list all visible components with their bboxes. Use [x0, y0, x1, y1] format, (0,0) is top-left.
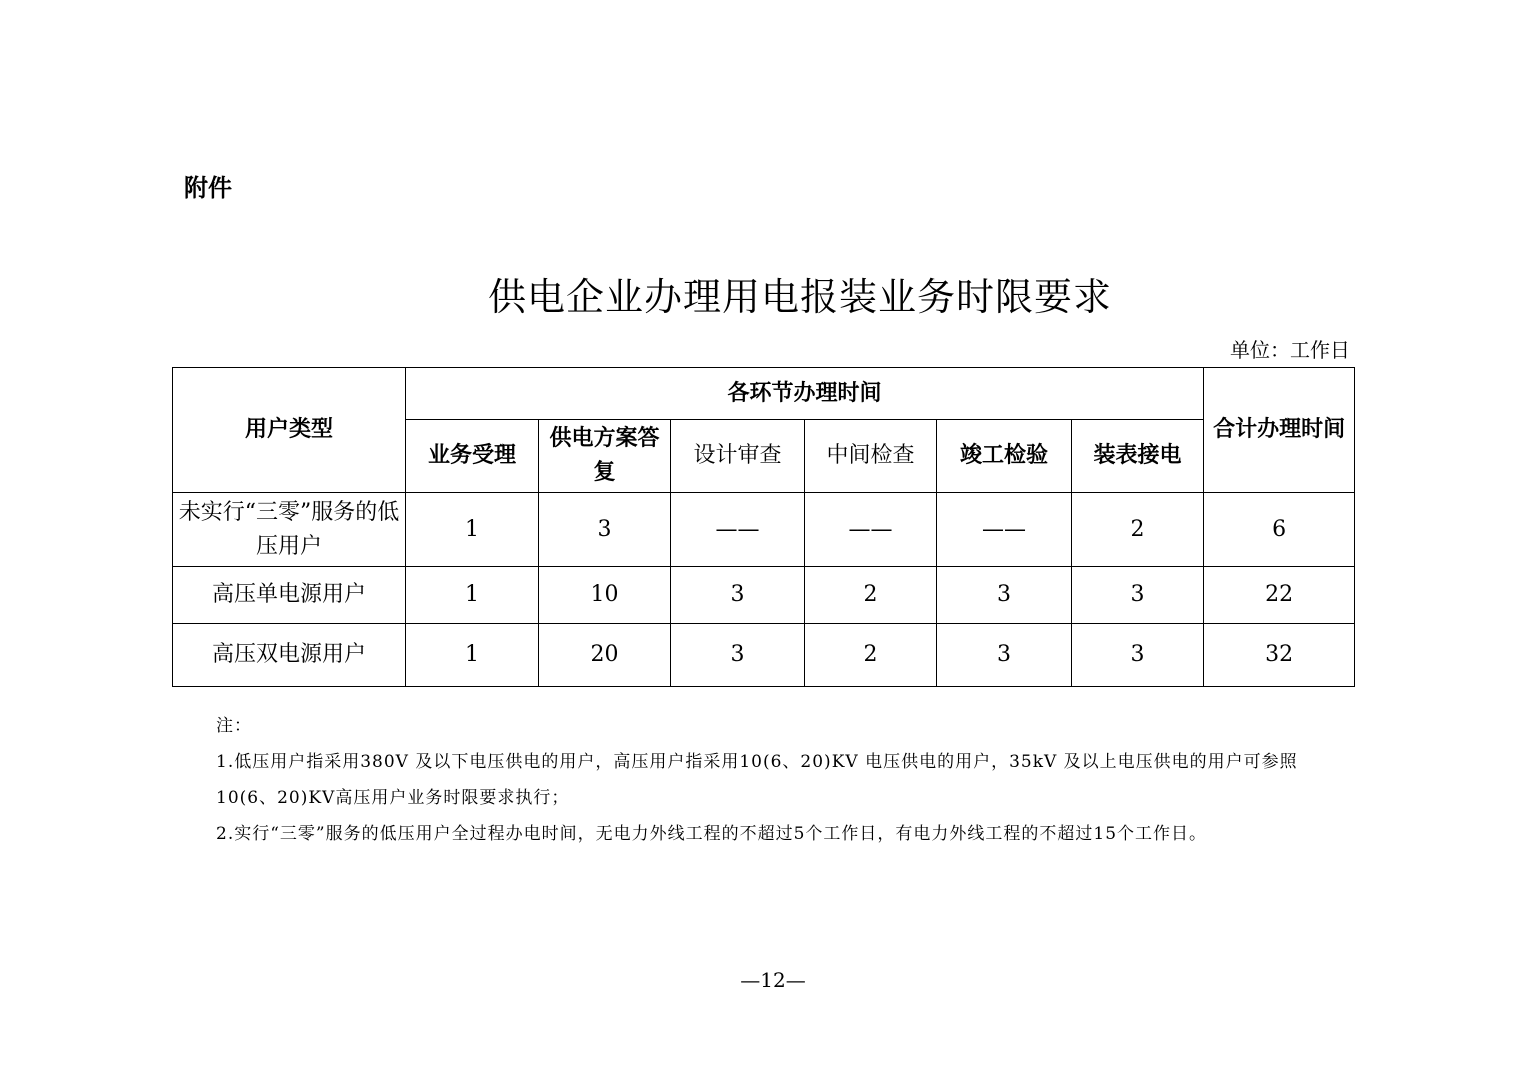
cell-acceptance: 1	[406, 493, 539, 567]
cell-completion-inspection: ——	[937, 493, 1072, 567]
cell-plan-reply: 10	[539, 567, 671, 624]
header-user-type: 用户类型	[173, 368, 406, 493]
unit-label: 单位：工作日	[1230, 338, 1350, 362]
cell-meter-connection: 3	[1072, 624, 1204, 687]
cell-mid-inspection: ——	[805, 493, 937, 567]
row-user-type: 高压单电源用户	[173, 567, 406, 624]
cell-plan-reply: 3	[539, 493, 671, 567]
cell-total: 6	[1204, 493, 1355, 567]
cell-acceptance: 1	[406, 624, 539, 687]
cell-total: 32	[1204, 624, 1355, 687]
cell-mid-inspection: 2	[805, 624, 937, 687]
page-number: —12—	[740, 968, 806, 992]
note-1: 1.低压用户指采用380V 及以下电压供电的用户，高压用户指采用10(6、20)KV 电压供电的用户，35kV 及以上电压供电的用户可参照10(6、20)KV高压用户业务时限要求执行；	[216, 752, 1298, 808]
cell-design-review: 3	[671, 567, 805, 624]
table-row	[173, 567, 1355, 624]
document-title: 供电企业办理用电报装业务时限要求	[487, 275, 1112, 319]
cell-acceptance: 1	[406, 567, 539, 624]
cell-design-review: 3	[671, 624, 805, 687]
header-completion-inspection: 竣工检验	[937, 420, 1072, 493]
notes-section	[182, 708, 1342, 852]
notes-heading: 注：	[216, 716, 252, 736]
header-mid-inspection: 中间检查	[805, 420, 937, 493]
note-2: 2.实行“三零”服务的低压用户全过程办电时间，无电力外线工程的不超过5个工作日，有电力外线工程的不超过15个工作日。	[216, 824, 1208, 844]
row-user-type: 未实行“三零”服务的低压用户	[173, 493, 406, 567]
table-row	[173, 493, 1355, 567]
cell-plan-reply: 20	[539, 624, 671, 687]
header-acceptance: 业务受理	[406, 420, 539, 493]
header-stage-group: 各环节办理时间	[406, 368, 1204, 420]
cell-total: 22	[1204, 567, 1355, 624]
cell-completion-inspection: 3	[937, 624, 1072, 687]
header-plan-reply: 供电方案答复	[539, 420, 671, 493]
table-row	[173, 624, 1355, 687]
cell-meter-connection: 3	[1072, 567, 1204, 624]
cell-completion-inspection: 3	[937, 567, 1072, 624]
cell-meter-connection: 2	[1072, 493, 1204, 567]
time-limit-table	[172, 367, 1355, 687]
header-meter-connection: 装表接电	[1072, 420, 1204, 493]
row-user-type: 高压双电源用户	[173, 624, 406, 687]
cell-mid-inspection: 2	[805, 567, 937, 624]
attachment-label: 附件	[184, 174, 232, 202]
cell-design-review: ——	[671, 493, 805, 567]
header-total: 合计办理时间	[1204, 368, 1355, 493]
header-design-review: 设计审查	[671, 420, 805, 493]
